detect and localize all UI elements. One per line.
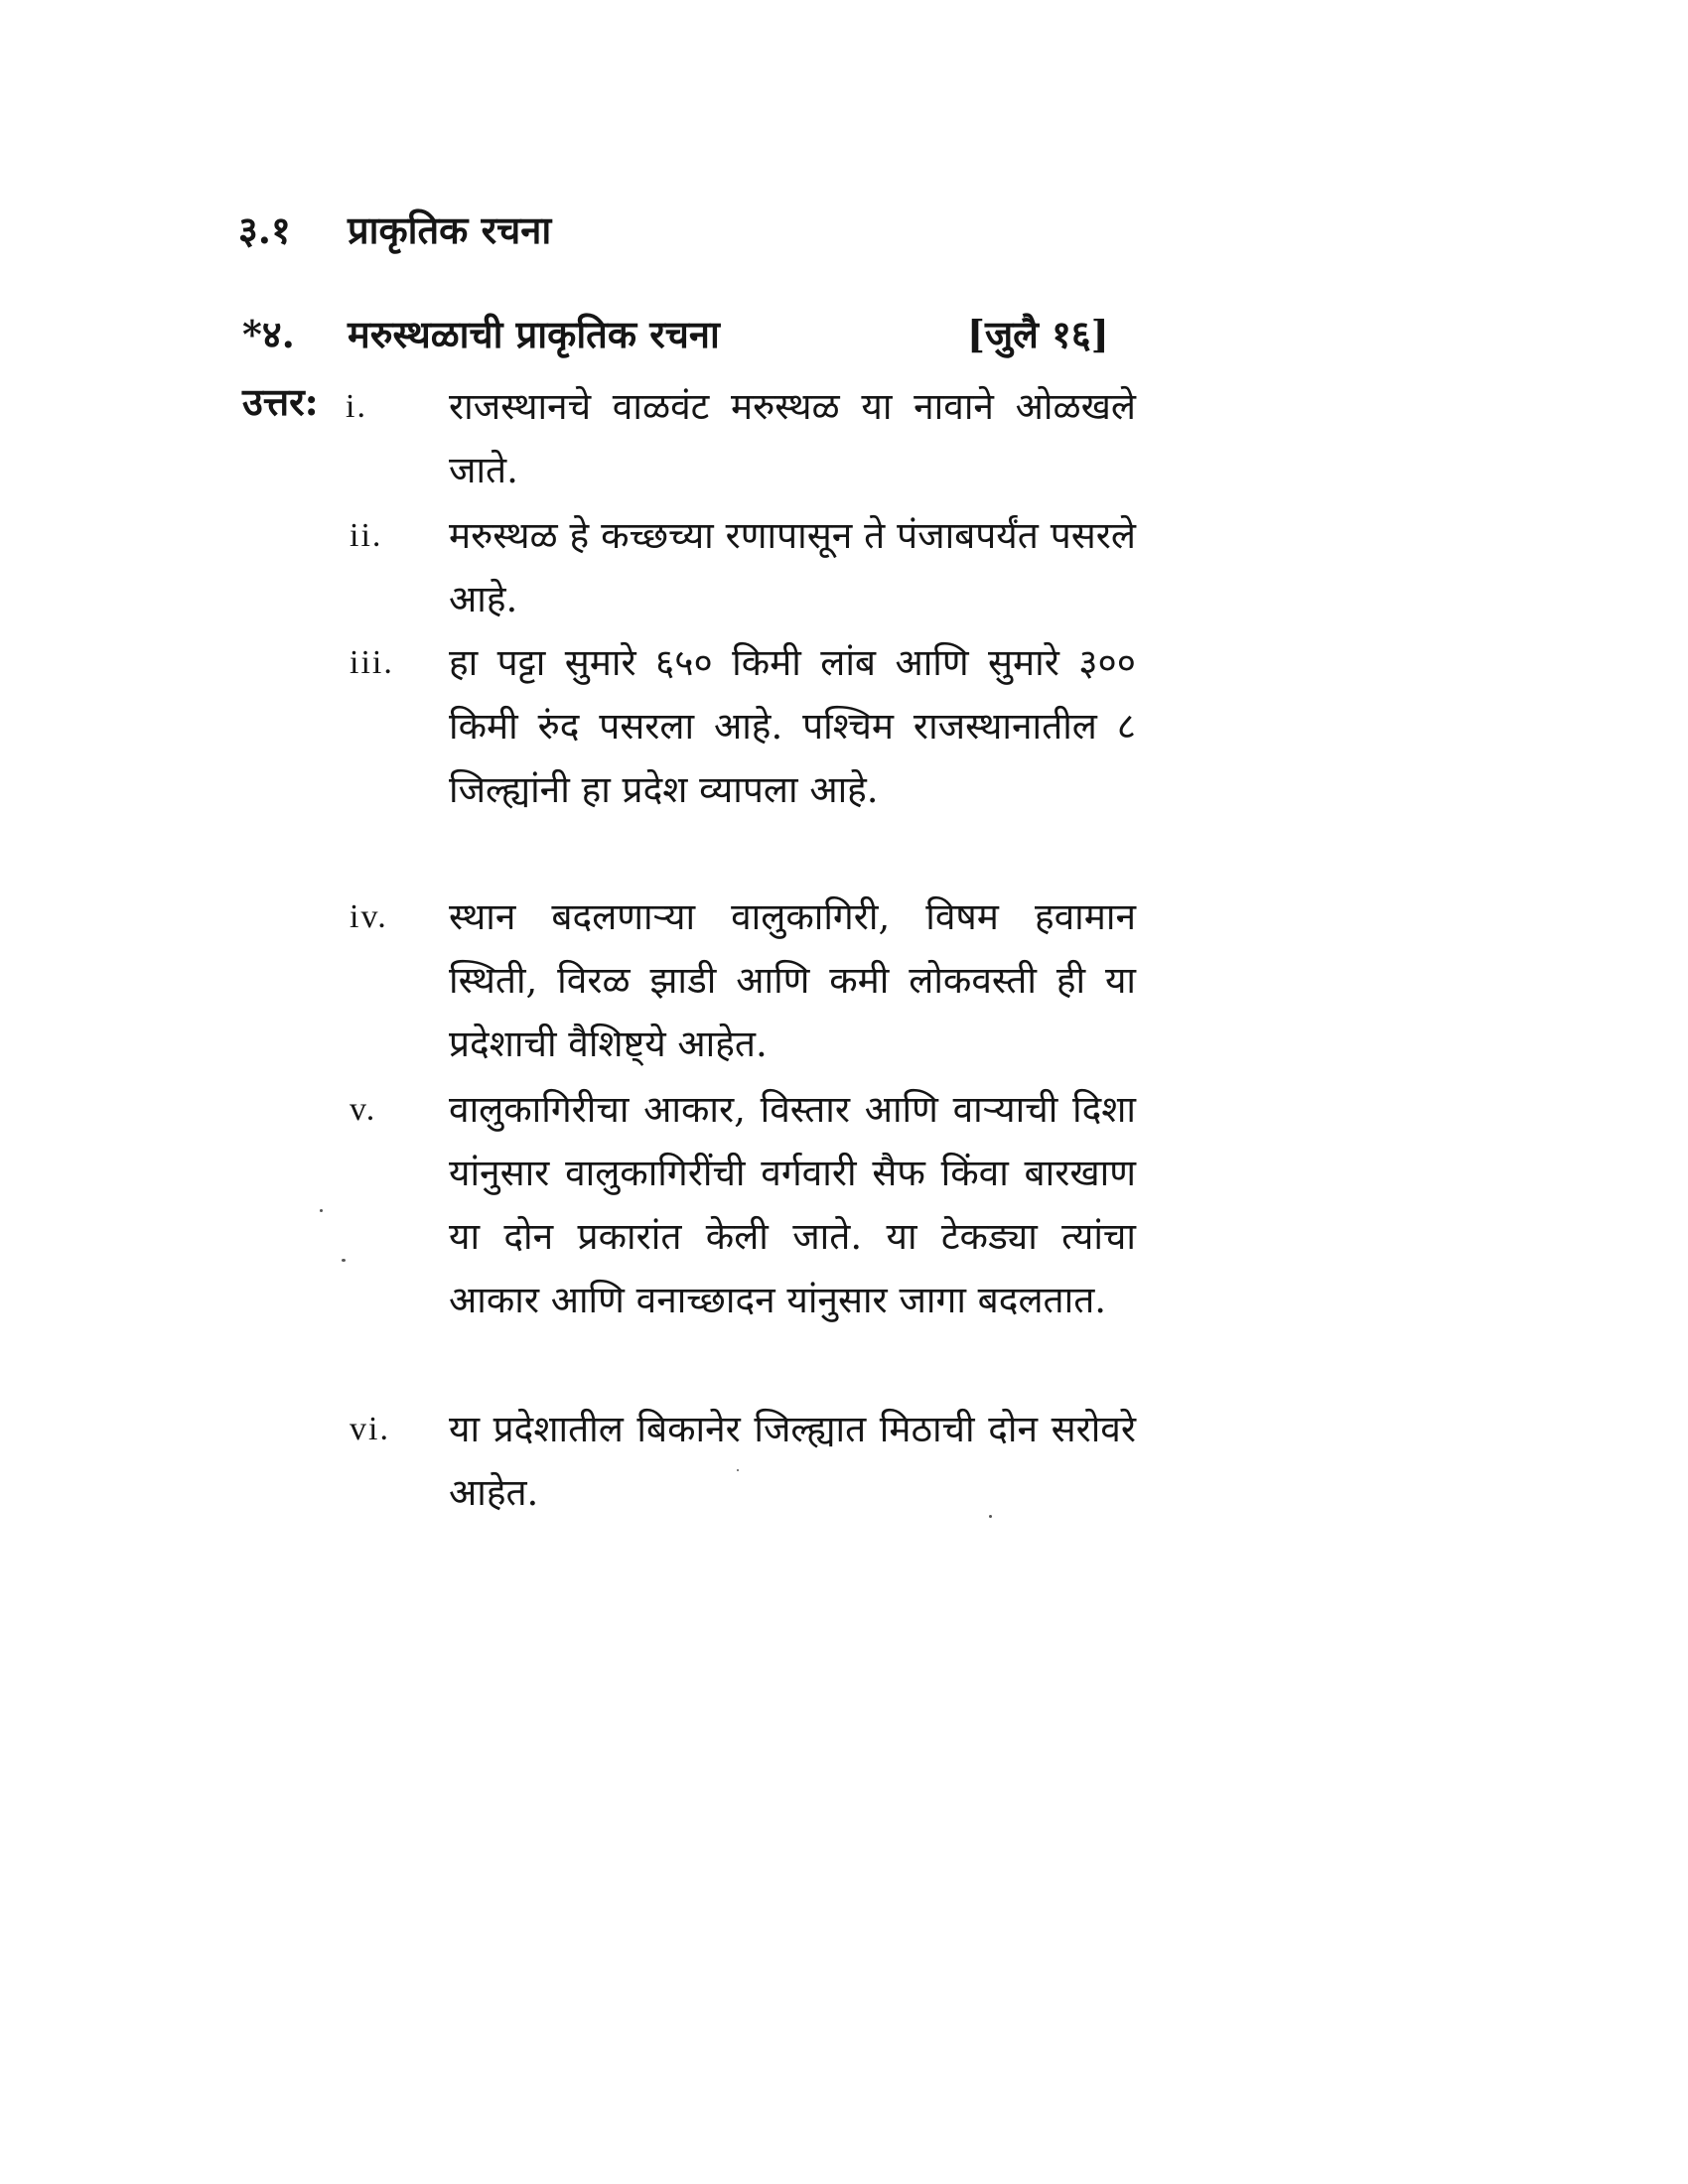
exam-reference: [जुलै १६]	[967, 312, 1109, 356]
point-numeral: ii.	[350, 517, 383, 554]
question-title: मरुस्थळाची प्राकृतिक रचना	[348, 312, 720, 356]
point-numeral: v.	[350, 1091, 377, 1128]
scan-speck	[737, 1469, 739, 1471]
scan-speck	[342, 1259, 346, 1262]
point-text: स्थान बदलणाऱ्या वालुकागिरी, विषम हवामान स्थिती, विरळ झाडी आणि कमी लोकवस्ती ही या प्रदेशाची वैशिष्ट्ये आहेत.	[449, 895, 1136, 1065]
scan-speck	[989, 1515, 992, 1518]
point-text: हा पट्टा सुमारे ६५० किमी लांब आणि सुमारे ३०० किमी रुंद पसरला आहे. पश्चिम राजस्थानातील ८ जिल्ह्यांनी हा प्रदेश व्यापला आहे.	[449, 641, 1136, 811]
point-numeral: iv.	[350, 898, 388, 935]
point-text: वालुकागिरीचा आकार, विस्तार आणि वाऱ्याची दिशा यांनुसार वालुकागिरींची वर्गवारी सैफ किंवा बारखाण या दोन प्रकारांत केली जाते. या टेकड्या त्यांचा आकार आणि वनाच्छादन यांनुसार जागा बदलतात.	[449, 1088, 1136, 1321]
point-numeral: i.	[346, 388, 367, 425]
answer-label: उत्तर:	[242, 379, 319, 424]
section-number: ३.१	[238, 207, 291, 252]
point-text: राजस्थानचे वाळवंट मरुस्थळ या नावाने ओळखले जाते.	[449, 385, 1136, 491]
scan-speck	[320, 1209, 323, 1212]
section-title: प्राकृतिक रचना	[348, 207, 552, 252]
point-numeral: iii.	[350, 644, 394, 681]
point-text: मरुस्थळ हे कच्छच्या रणापासून ते पंजाबपर्यंत पसरले आहे.	[449, 514, 1136, 620]
question-number: *४.	[242, 312, 295, 356]
point-numeral: vi.	[350, 1411, 390, 1447]
point-text: या प्रदेशातील बिकानेर जिल्ह्यात मिठाची दोन सरोवरे आहेत.	[449, 1408, 1136, 1514]
section-heading	[238, 204, 551, 255]
question-heading	[242, 308, 1136, 359]
